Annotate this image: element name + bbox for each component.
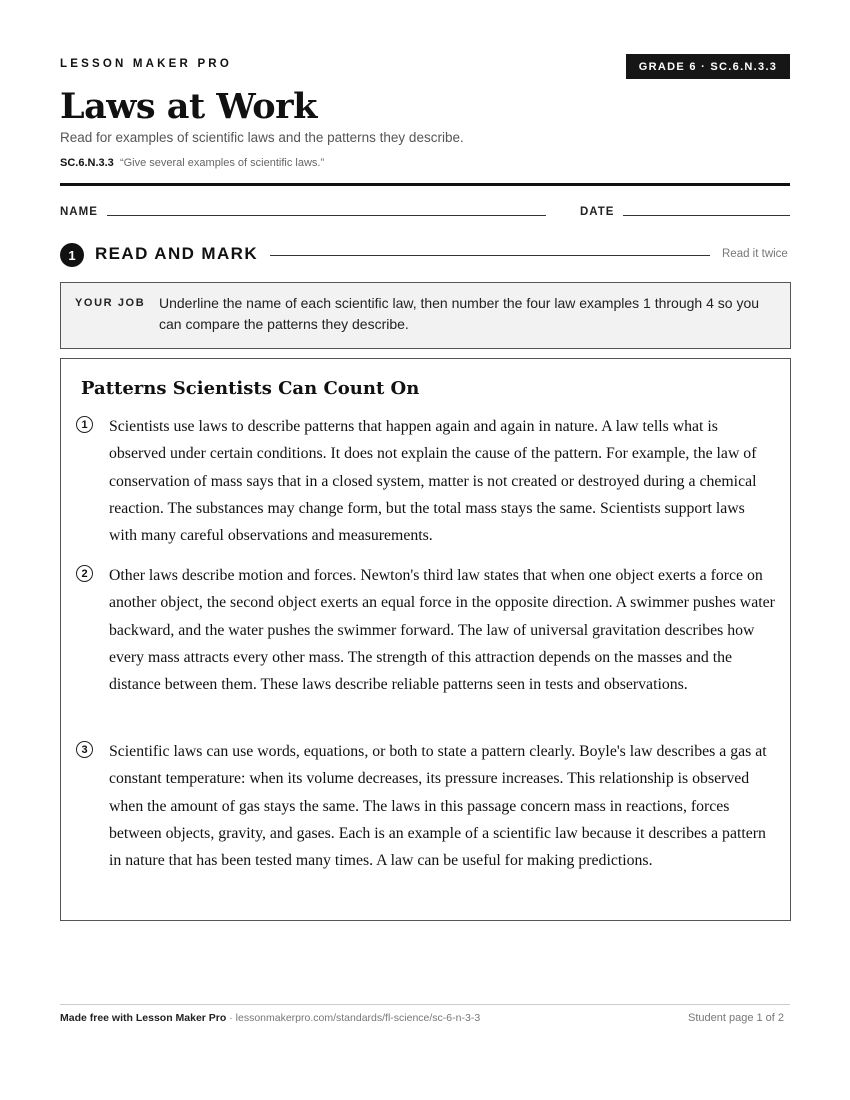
passage-title: Patterns Scientists Can Count On xyxy=(81,378,420,399)
page-subtitle: Read for examples of scientific laws and the patterns they describe. xyxy=(60,130,464,145)
reading-passage xyxy=(60,358,791,921)
footer-divider xyxy=(60,1004,790,1005)
job-instructions: Underline the name of each scientific law, then number the four law examples 1 through 4 so you can compare the patterns they describe. xyxy=(159,295,760,332)
paragraph-1: Scientists use laws to describe patterns that happen again and again in nature. A law tells what is observed under certain conditions. It does not explain the cause of the pattern. For example, the law of conservation of mass says that in a closed system, matter is not created or destroyed during a chemical reaction. The substances may change form, but the total mass stays the same. Scientists support laws with many careful observations and measurements. xyxy=(109,418,757,545)
section-number: 1 xyxy=(60,243,84,267)
job-box xyxy=(60,282,791,349)
date-label: DATE xyxy=(580,206,615,218)
name-field[interactable] xyxy=(107,215,546,216)
standard-quote: “Give several examples of scientific laws.” xyxy=(119,157,325,169)
paragraph-3: Scientific laws can use words, equations, or both to state a pattern clearly. Boyle's law describes a gas at constant temperature: when its volume decreases, its pressure increases. This relationship is observed when the amount of gas stays the same. The laws in this passage concern mass in reactions, forces between objects, gravity, and gases. Each is an example of a scientific law because it describes a pattern in nature that has been tested many times. A law can be useful for making predictions. xyxy=(109,743,767,870)
footer-made-with: Made free with Lesson Maker Pro xyxy=(60,1012,227,1024)
footer-url: · lessonmakerpro.com/standards/fl-science/sc-6-n-3-3 xyxy=(226,1012,481,1024)
date-field[interactable] xyxy=(623,215,790,216)
footer-page-number: Student page 1 of 2 xyxy=(688,1012,785,1024)
paragraph-number-3: 3 xyxy=(76,741,93,758)
paragraph-number-2: 2 xyxy=(76,565,93,582)
name-label: NAME xyxy=(60,206,98,218)
section-divider xyxy=(270,255,710,256)
job-label: YOUR JOB xyxy=(75,297,146,309)
grade-badge: GRADE 6 · SC.6.N.3.3 xyxy=(626,54,790,79)
page-title: Laws at Work xyxy=(60,86,317,127)
header-divider xyxy=(60,183,790,186)
footer-credit xyxy=(60,1012,480,1024)
section-hint: Read it twice xyxy=(722,248,788,260)
section-title: READ AND MARK xyxy=(95,244,259,263)
brand-name: LESSON MAKER PRO xyxy=(60,58,232,70)
standard-code: SC.6.N.3.3 xyxy=(60,157,114,169)
paragraph-2: Other laws describe motion and forces. Newton's third law states that when one object exerts a force on another object, the second object exerts an equal force in the opposite direction. A swimmer pushes water backward, and the water pushes the swimmer forward. The law of universal gravitation describes how every mass attracts every other mass. The strength of this attraction depends on the masses and the distance between them. These laws describe reliable patterns seen in tests and observations. xyxy=(109,567,775,694)
standard-line xyxy=(60,157,324,169)
paragraph-number-1: 1 xyxy=(76,416,93,433)
